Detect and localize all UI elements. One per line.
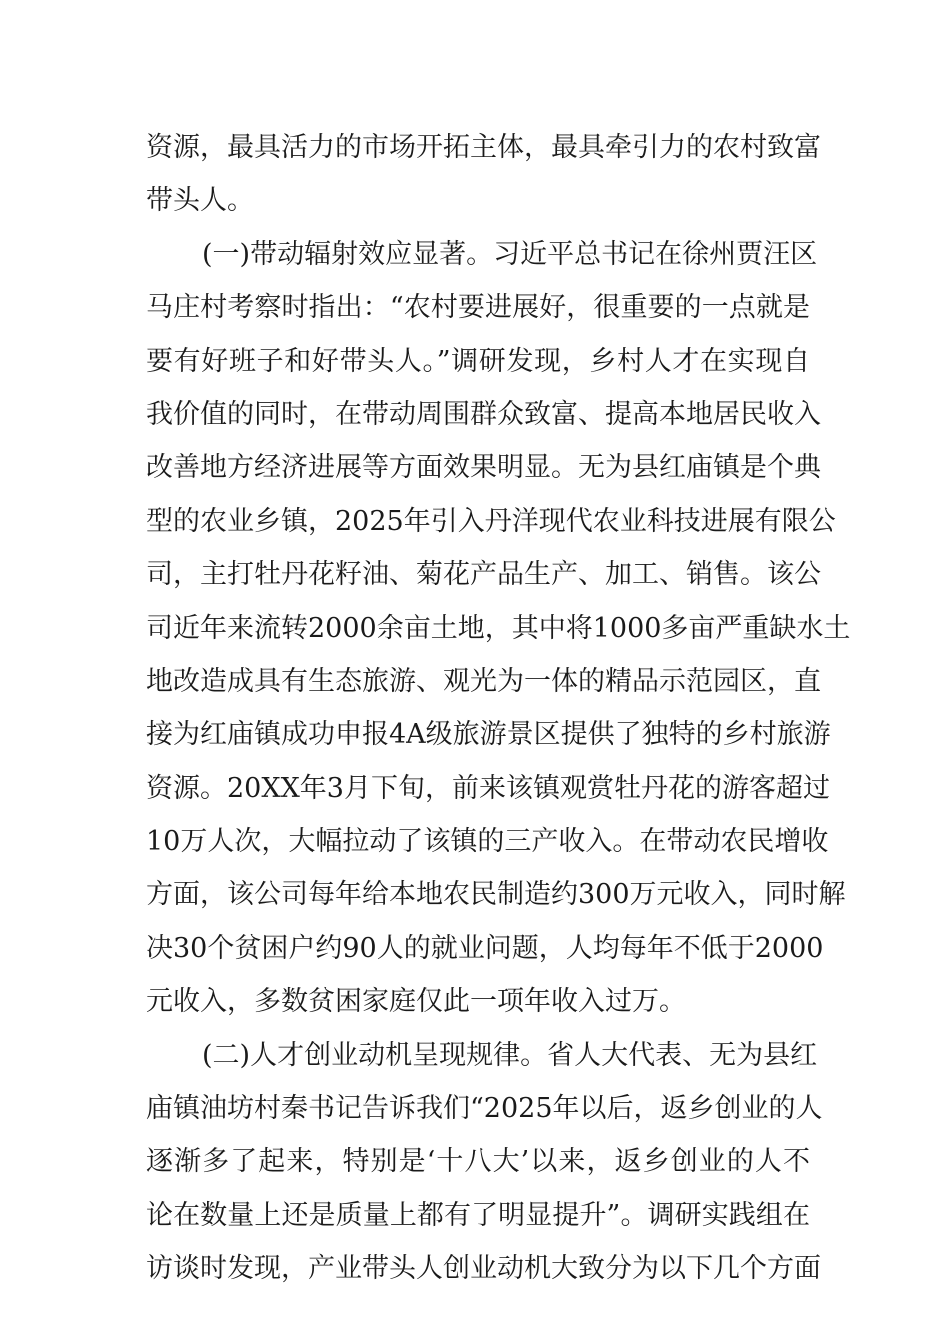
text-line: 接为红庙镇成功申报4A级旅游景区提供了独特的乡村旅游: [146, 719, 831, 751]
text-line: 方面，该公司每年给本地农民制造约300万元收入，同时解: [146, 879, 846, 911]
text-line: 资源，最具活力的市场开拓主体，最具牵引力的农村致富: [146, 132, 821, 163]
body-text: [146, 121, 851, 1296]
text-line: 资源。20XX年3月下旬，前来该镇观赏牡丹花的游客超过: [146, 772, 830, 804]
text-line: 逐渐多了起来，特别是‘十八大’以来，返乡创业的人不: [146, 1146, 810, 1178]
text-line: 庙镇油坊村秦书记告诉我们“2025年以后，返乡创业的人: [146, 1093, 823, 1125]
text-line: 地改造成具有生态旅游、观光为一体的精品示范园区，直: [146, 665, 821, 697]
section-heading-line: (二)人才创业动机呈现规律。省人大代表、无为县红: [202, 1039, 818, 1071]
text-line: 马庄村考察时指出：“农村要进展好，很重要的一点就是: [146, 292, 810, 324]
text-line: 访谈时发现，产业带头人创业动机大致分为以下几个方面: [146, 1253, 821, 1285]
text-line: 改善地方经济进展等方面效果明显。无为县红庙镇是个典: [146, 452, 821, 484]
text-line: 型的农业乡镇，2025年引入丹洋现代农业科技进展有限公: [146, 505, 836, 537]
text-line: 要有好班子和好带头人。”调研发现，乡村人才在实现自: [146, 345, 810, 377]
text-line: 我价值的同时，在带动周围群众致富、提高本地居民收入: [146, 398, 821, 430]
text-line: 论在数量上还是质量上都有了明显提升”。调研实践组在: [146, 1199, 810, 1231]
section-heading-line: (一)带动辐射效应显著。习近平总书记在徐州贾汪区: [202, 238, 818, 270]
text-line: 元收入，多数贫困家庭仅此一项年收入过万。: [146, 986, 686, 1018]
text-line: 司，主打牡丹花籽油、菊花产品生产、加工、销售。该公: [146, 559, 821, 591]
text-line: 10万人次，大幅拉动了该镇的三产收入。在带动农民增收: [146, 826, 829, 858]
text-line: 司近年来流转2000余亩土地，其中将1000多亩严重缺水土: [146, 612, 851, 644]
text-line: 决30个贫困户约90人的就业问题，人均每年不低于2000: [146, 932, 824, 964]
text-line: 带头人。: [146, 185, 254, 217]
